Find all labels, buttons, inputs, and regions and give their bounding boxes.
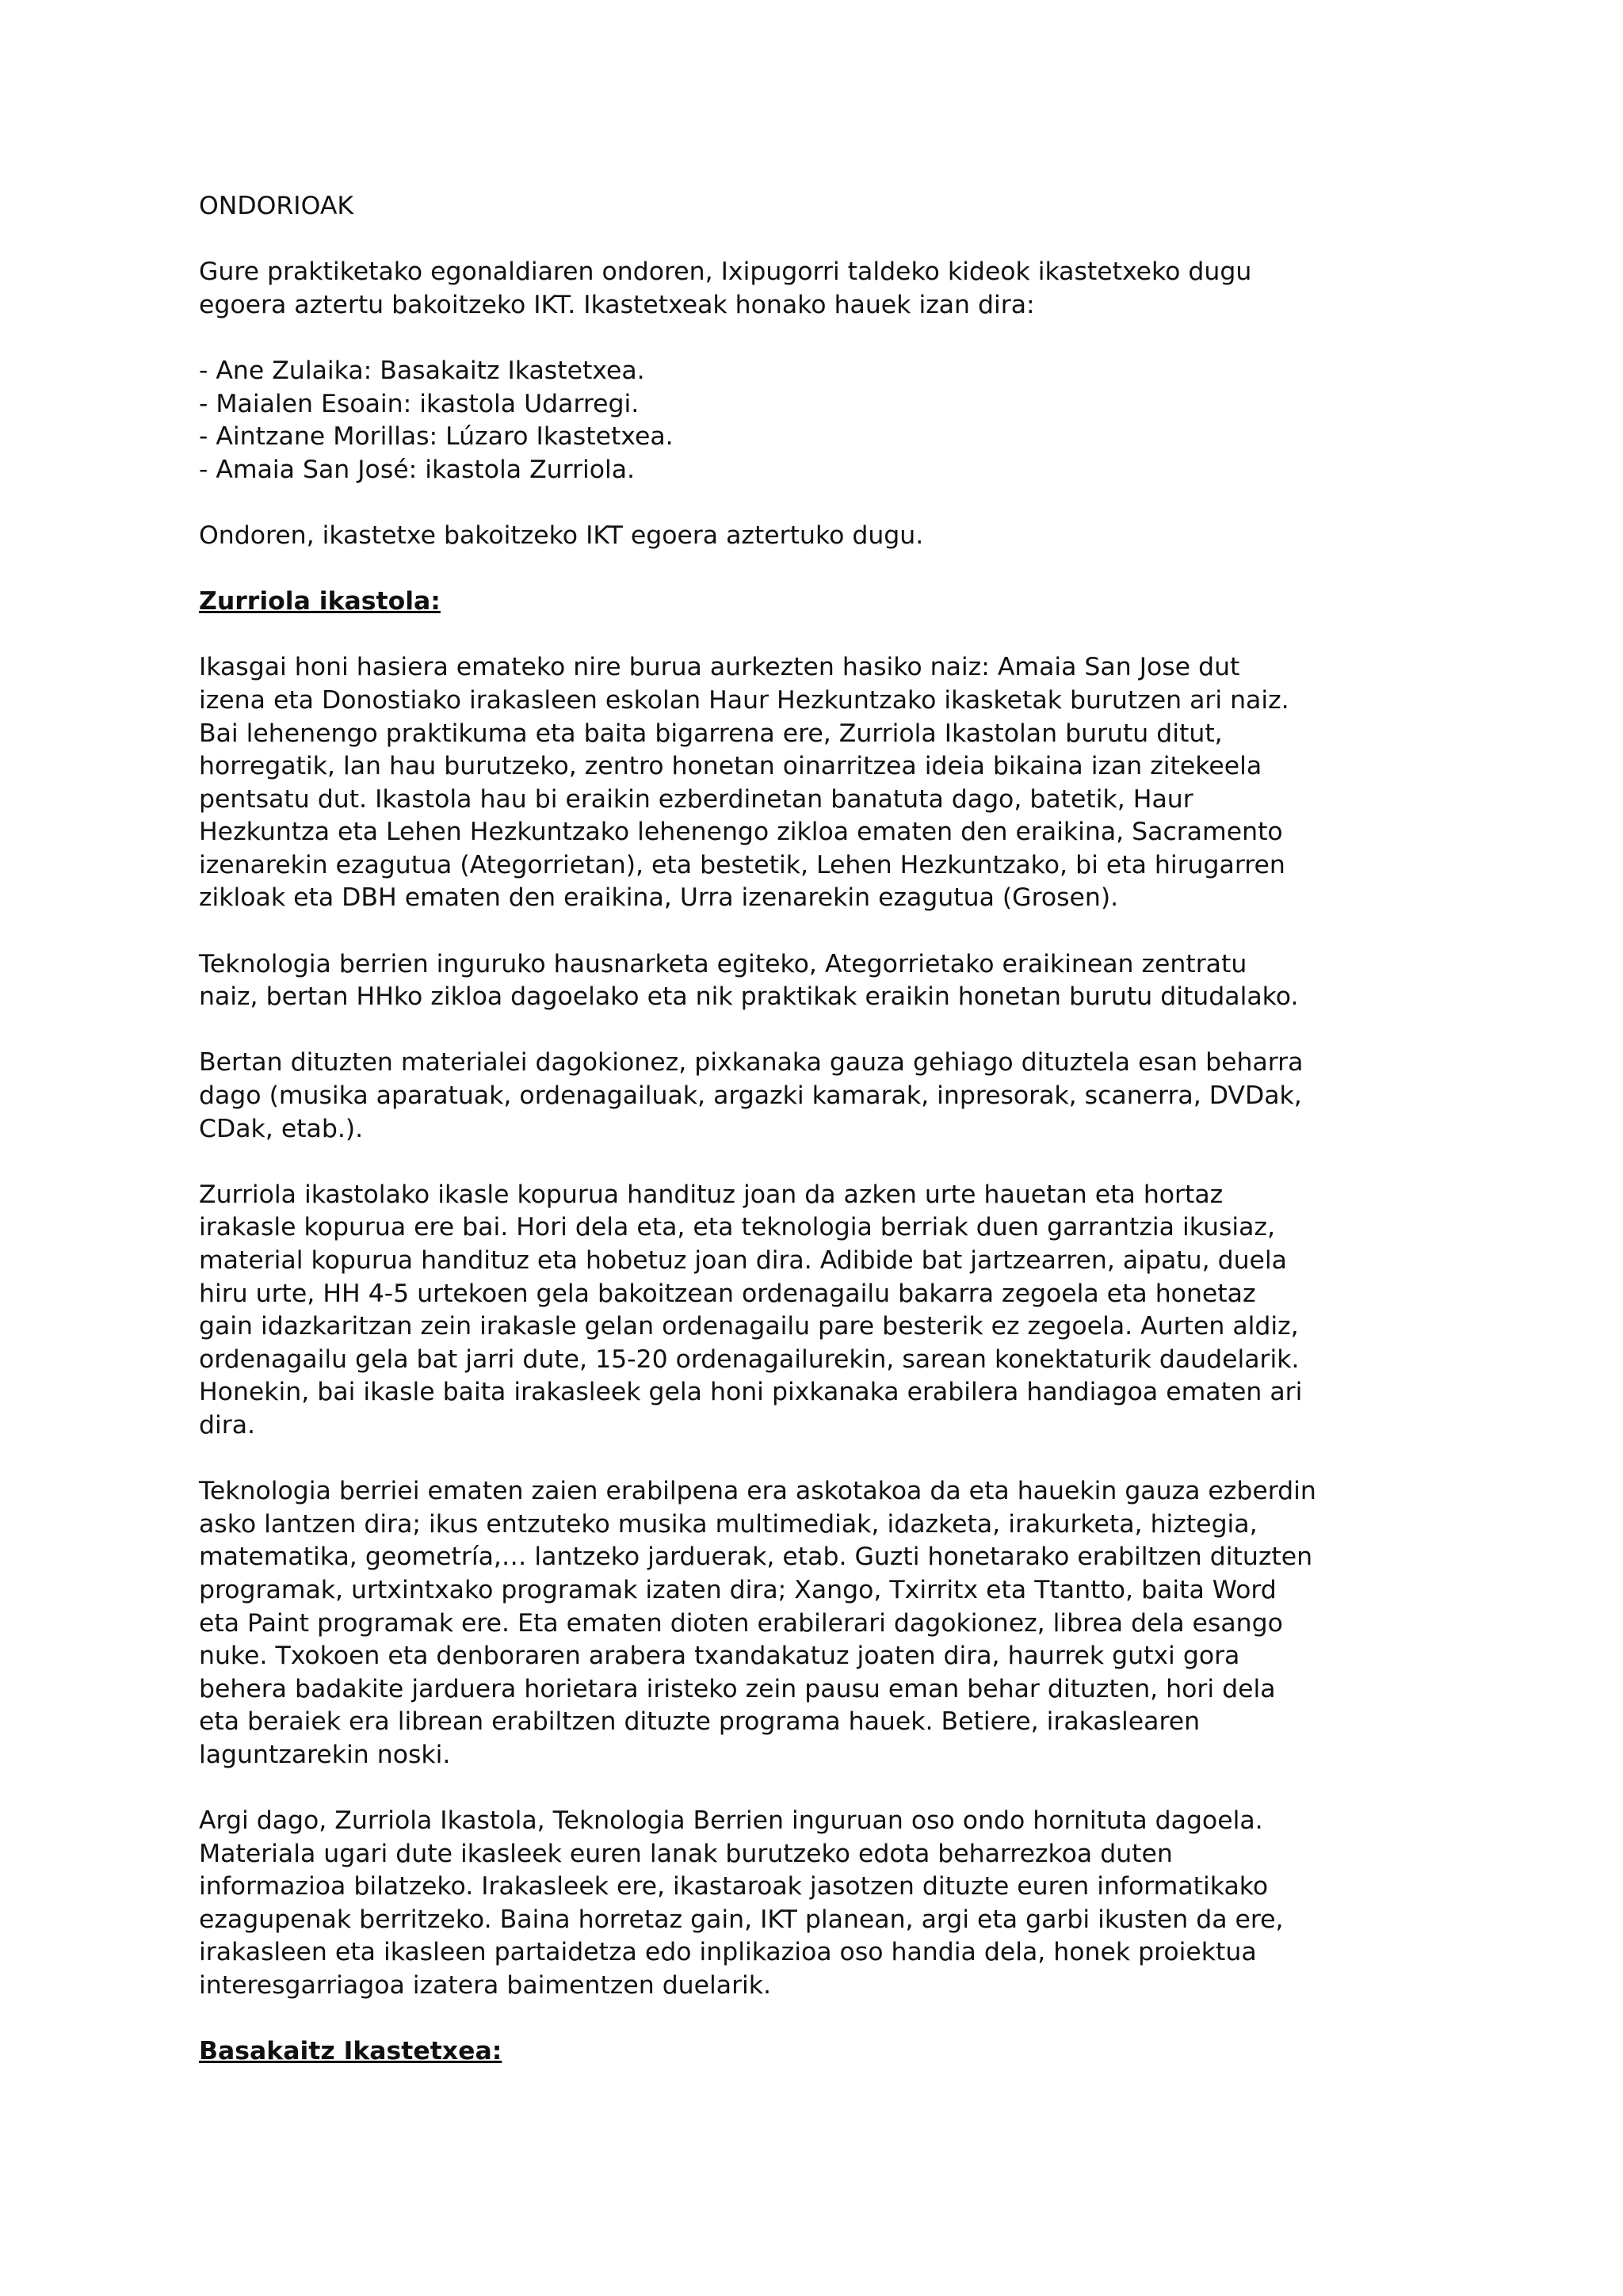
paragraph: Zurriola ikastolako ikasle kopurua handituz joan da azken urte hauetan eta hortaz irakasle kopurua ere bai. Hori dela eta, eta teknologia berriak duen garrantzia ikusiaz, material kopurua handituz eta hobetuz joan dira. Adibide bat jartzearren, aipatu, duela hiru urte, HH 4-5 urtekoen gela bakoitzean ordenagailu bakarra zegoela eta honetaz gain idazkaritzan zein irakasle gelan ordenagailu pare besterik ez zegoela. Aurten aldiz, ordenagailu gela bat jarri dute, 15-20 ordenagailurekin, sarean konektaturik daudelarik. Honekin, bai ikasle baita irakasleek gela honi pixkanaka erabilera handiagoa ematen ari dira. (199, 1180, 1303, 1440)
section-heading-zurriola: Zurriola ikastola: (199, 587, 441, 616)
list-item: - Amaia San José: ikastola Zurriola. (199, 455, 636, 484)
school-list (199, 355, 1451, 486)
list-item: - Maialen Esoain: ikastola Udarregi. (199, 389, 640, 418)
paragraph: Teknologia berrien inguruko hausnarketa egiteko, Ategorrietako eraikinean zentratu naiz, bertan HHko zikloa dagoelako eta nik praktikak eraikin honetan burutu ditudalako. (199, 949, 1299, 1012)
intro-paragraph: Gure praktiketako egonaldiaren ondoren, Ixipugorri taldeko kideok ikastetxeko dugu egoera aztertu bakoitzeko IKT. Ikastetxeak honako hauek izan dira: (199, 257, 1252, 319)
paragraph: Bertan dituzten materialei dagokionez, pixkanaka gauza gehiago dituztela esan beharra dago (musika aparatuak, ordenagailuak, argazki kamarak, inpresorak, scanerra, DVDak, CDak, etab.). (199, 1048, 1304, 1143)
paragraph: Ikasgai honi hasiera emateko nire burua aurkezten hasiko naiz: Amaia San Jose dut izena eta Donostiako irakasleen eskolan Haur Hezkuntzako ikasketak burutzen ari naiz. Bai lehenengo praktikuma eta baita bigarrena ere, Zurriola Ikastolan burutu ditut, horregatik, lan hau burutzeko, zentro honetan oinarritzea ideia bikaina izan zitekeela pentsatu dut. Ikastola hau bi eraikin ezberdinetan banatuta dago, batetik, Haur Hezkuntza eta Lehen Hezkuntzako lehenengo zikloa ematen den eraikina, Sacramento izenarekin ezagutua (Ategorrietan), eta bestetik, Lehen Hezkuntzako, bi eta hirugarren zikloak eta DBH ematen den eraikina, Urra izenarekin ezagutua (Grosen). (199, 653, 1289, 913)
list-item: - Ane Zulaika: Basakaitz Ikastetxea. (199, 356, 645, 385)
after-list-paragraph: Ondoren, ikastetxe bakoitzeko IKT egoera aztertuko dugu. (199, 521, 924, 550)
paragraph: Argi dago, Zurriola Ikastola, Teknologia Berrien inguruan oso ondo hornituta dagoela. Materiala ugari dute ikasleek euren lanak burutzeko edota beharrezkoa duten informazioa bilatzeko. Irakasleek ere, ikastaroak jasotzen dituzte euren informatikako ezagupenak berritzeko. Baina horretaz gain, IKT planean, argi eta garbi ikusten da ere, irakasleen eta ikasleen partaidetza edo inplikazioa oso handia dela, honek proiektua interesgarriagoa izatera baimentzen duelarik. (199, 1806, 1284, 2000)
paragraph: Teknologia berriei ematen zaien erabilpena era askotakoa da eta hauekin gauza ezberdin asko lantzen dira; ikus entzuteko musika multimediak, idazketa, irakurketa, hiztegia, matematika, geometría,… lantzeko jarduerak, etab. Guzti honetarako erabiltzen dituzten programak, urtxintxako programak izaten dira; Xango, Txirritx eta Ttantto, baita Word eta Paint programak ere. Eta ematen dioten erabilerari dagokionez, librea dela esango nuke. Txokoen eta denboraren arabera txandakatuz joaten dira, haurrek gutxi gora behera badakite jarduera horietara iristeko zein pausu eman behar dituzten, hori dela eta beraiek era librean erabiltzen dituzte programa hauek. Betiere, irakaslearen laguntzarekin noski. (199, 1477, 1316, 1769)
list-item: - Aintzane Morillas: Lúzaro Ikastetxea. (199, 422, 674, 452)
document-title: ONDORIOAK (199, 192, 354, 220)
section-heading-basakaitz: Basakaitz Ikastetxea: (199, 2037, 502, 2066)
document-page (199, 190, 1451, 2101)
